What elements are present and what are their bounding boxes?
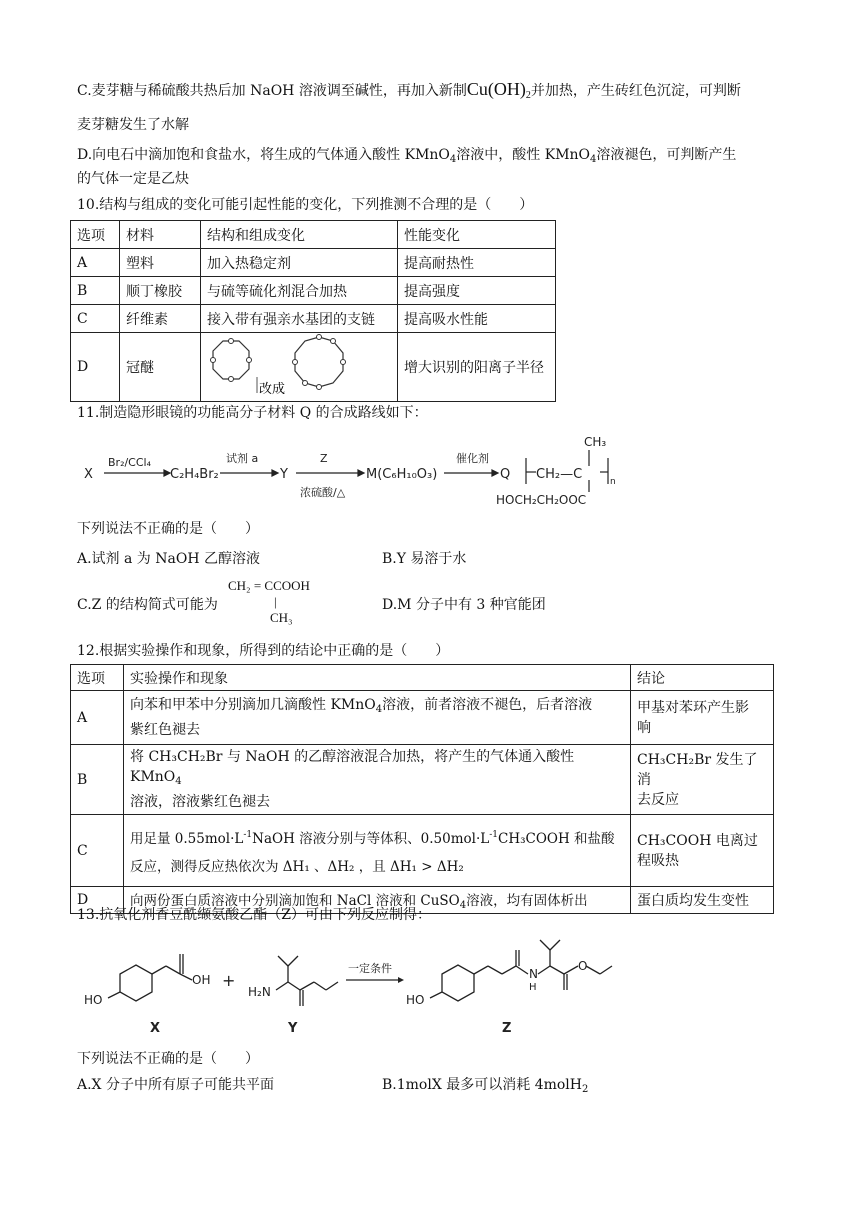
q11-option-c-formula: CH₂ = CCOOH | CH₃ xyxy=(228,578,310,625)
header-cell: 性能变化 xyxy=(398,221,556,249)
x-ho-label: HO xyxy=(84,993,103,1007)
material-cell: 塑料 xyxy=(120,249,201,277)
q11-synthesis-scheme xyxy=(80,428,620,514)
conclusion-cell: CH₃CH₂Br 发生了消 去反应 xyxy=(631,745,774,815)
table-row xyxy=(71,305,556,333)
operation-cell: 向两份蛋白质溶液中分别滴加饱和 NaCl 溶液和 CuSO$_4$溶液，均有固体析出 xyxy=(124,887,631,914)
table-header-row xyxy=(71,221,556,249)
q12-table xyxy=(70,664,774,914)
polymer-chain: CH₂—C xyxy=(536,467,583,482)
q9-option-c-text: C.麦芽糖与稀硫酸共热后加 NaOH 溶液调至碱性，再加入新制 xyxy=(77,83,467,99)
q11-ask: 下列说法不正确的是（ ） xyxy=(77,521,259,537)
crown-ether-cell xyxy=(201,333,398,402)
scheme-y: Y xyxy=(280,467,288,482)
option-cell: C xyxy=(71,305,120,333)
q13-stem: 13.抗氧化剂香豆酰缬氨酸乙酯（Z）可由下列反应制得： xyxy=(77,907,431,923)
scheme-z: Z xyxy=(320,452,328,465)
header-cell: 选项 xyxy=(71,221,120,249)
table-row xyxy=(71,691,774,745)
operation-cell: 用足量 $0.55mol\cdot L^{-1}NaOH$ 溶液分别与等体积、$0.50mol\cdot L^{-1}CH_3COOH$ 和盐酸 反应，测得反应热依次为 ΔH₁ 、ΔH₂ ，且 ΔH₁ > ΔH₂ xyxy=(124,815,631,887)
z-o-ester: O xyxy=(578,959,588,973)
scheme-reagent-br2: Br₂/CCl₄ xyxy=(108,456,152,469)
scheme-c2h4br2: C₂H₄Br₂ xyxy=(170,467,219,482)
operation-cell: 将 CH₃CH₂Br 与 NaOH 的乙醇溶液混合加热，将产生的气体通入酸性 KMnO$_4$ 溶液，溶液紫红色褪去 xyxy=(124,745,631,815)
polymer-ch3: CH₃ xyxy=(584,435,607,449)
q11-option-d: D.M 分子中有 3 种官能团 xyxy=(382,597,546,613)
operation-cell: 向苯和甲苯中分别滴加几滴酸性 KMnO$_4$溶液，前者溶液不褪色，后者溶液 紫红色褪去 xyxy=(124,691,631,745)
q13-option-b: B.1molX 最多可以消耗 4molH$_2$ xyxy=(382,1077,589,1095)
conclusion-cell: CH₃COOH 电离过 程吸热 xyxy=(631,815,774,887)
property-cell: 提高吸水性能 xyxy=(398,305,556,333)
option-cell: A xyxy=(71,691,124,745)
q10-table xyxy=(70,220,556,402)
q9-option-c-line2: 麦芽糖发生了水解 xyxy=(77,117,189,133)
table-row xyxy=(71,745,774,815)
q9-option-d-line1: D.向电石中滴加饱和食盐水，将生成的气体通入酸性 KMnO$_4$溶液中，酸性 KMnO$_4$溶液褪色，可判断产生 xyxy=(77,147,737,165)
z-ho-label: HO xyxy=(406,993,425,1007)
reaction-condition: 一定条件 xyxy=(348,962,392,975)
option-cell: B xyxy=(71,277,120,305)
header-cell: 选项 xyxy=(71,665,124,691)
option-cell: B xyxy=(71,745,124,815)
property-cell: 提高耐热性 xyxy=(398,249,556,277)
polymer-n: n xyxy=(610,477,616,487)
scheme-q: Q xyxy=(500,467,511,482)
table-row xyxy=(71,249,556,277)
material-cell: 顺丁橡胶 xyxy=(120,277,201,305)
q9-option-c-line1: C.麦芽糖与稀硫酸共热后加 NaOH 溶液调至碱性，再加入新制$Cu(OH)_2$并加热，产生砖红色沉淀，可判断 xyxy=(77,79,741,101)
change-to-label: 改成 xyxy=(259,382,286,397)
scheme-m: M(C₆H₁₀O₃) xyxy=(366,467,438,482)
table-header-row xyxy=(71,665,774,691)
conclusion-cell: 甲基对苯环产生影 响 xyxy=(631,691,774,745)
q12-stem: 12.根据实验操作和现象，所得到的结论中正确的是（ ） xyxy=(77,643,450,659)
header-cell: 实验操作和现象 xyxy=(124,665,631,691)
header-cell: 结构和组成变化 xyxy=(201,221,398,249)
cu-oh2-formula: $Cu(OH)_2$ xyxy=(466,79,531,101)
label-z: Z xyxy=(502,1021,512,1036)
q13-option-a: A.X 分子中所有原子可能共平面 xyxy=(77,1077,274,1093)
y-h2n-label: H₂N xyxy=(248,985,271,999)
label-x: X xyxy=(150,1021,161,1036)
z-n-label: N xyxy=(529,967,538,981)
q9-option-d-line2: 的气体一定是乙炔 xyxy=(77,171,189,187)
scheme-x: X xyxy=(84,467,93,482)
option-cell: D xyxy=(71,333,120,402)
plus-sign: + xyxy=(222,971,236,990)
scheme-catalyst: 催化剂 xyxy=(456,452,489,465)
q10-stem: 10.结构与组成的变化可能引起性能的变化，下列推测不合理的是（ ） xyxy=(77,197,534,213)
property-cell: 增大识别的阳离子半径 xyxy=(398,333,556,402)
header-cell: 材料 xyxy=(120,221,201,249)
table-row xyxy=(71,333,556,402)
header-cell: 结论 xyxy=(631,665,774,691)
material-cell: 纤维素 xyxy=(120,305,201,333)
q11-option-b: B.Y 易溶于水 xyxy=(382,551,467,567)
option-cell: C xyxy=(71,815,124,887)
material-cell: 冠醚 xyxy=(120,333,201,402)
table-row xyxy=(71,277,556,305)
change-cell: 与硫等硫化剂混合加热 xyxy=(201,277,398,305)
option-cell: D xyxy=(71,887,124,914)
conclusion-cell: 蛋白质均发生变性 xyxy=(631,887,774,914)
option-cell: A xyxy=(71,249,120,277)
property-cell: 提高强度 xyxy=(398,277,556,305)
label-y: Y xyxy=(288,1021,298,1036)
z-h-label: H xyxy=(529,982,537,993)
q11-option-a: A.试剂 a 为 NaOH 乙醇溶液 xyxy=(77,551,260,567)
q13-reaction-scheme xyxy=(80,930,640,1040)
polymer-side-chain: HOCH₂CH₂OOC xyxy=(496,493,587,507)
q13-ask: 下列说法不正确的是（ ） xyxy=(77,1051,259,1067)
q11-option-c: C.Z 的结构简式可能为 xyxy=(77,597,218,613)
scheme-condition: 浓硫酸/△ xyxy=(300,486,346,499)
change-cell: 加入热稳定剂 xyxy=(201,249,398,277)
crown-ether-structures-icon xyxy=(201,333,397,397)
x-oh-label: OH xyxy=(192,973,211,987)
q11-stem: 11.制造隐形眼镜的功能高分子材料 Q 的合成路线如下： xyxy=(77,405,428,421)
scheme-reagent-a: 试剂 a xyxy=(226,452,259,465)
change-cell: 接入带有强亲水基团的支链 xyxy=(201,305,398,333)
table-row xyxy=(71,815,774,887)
